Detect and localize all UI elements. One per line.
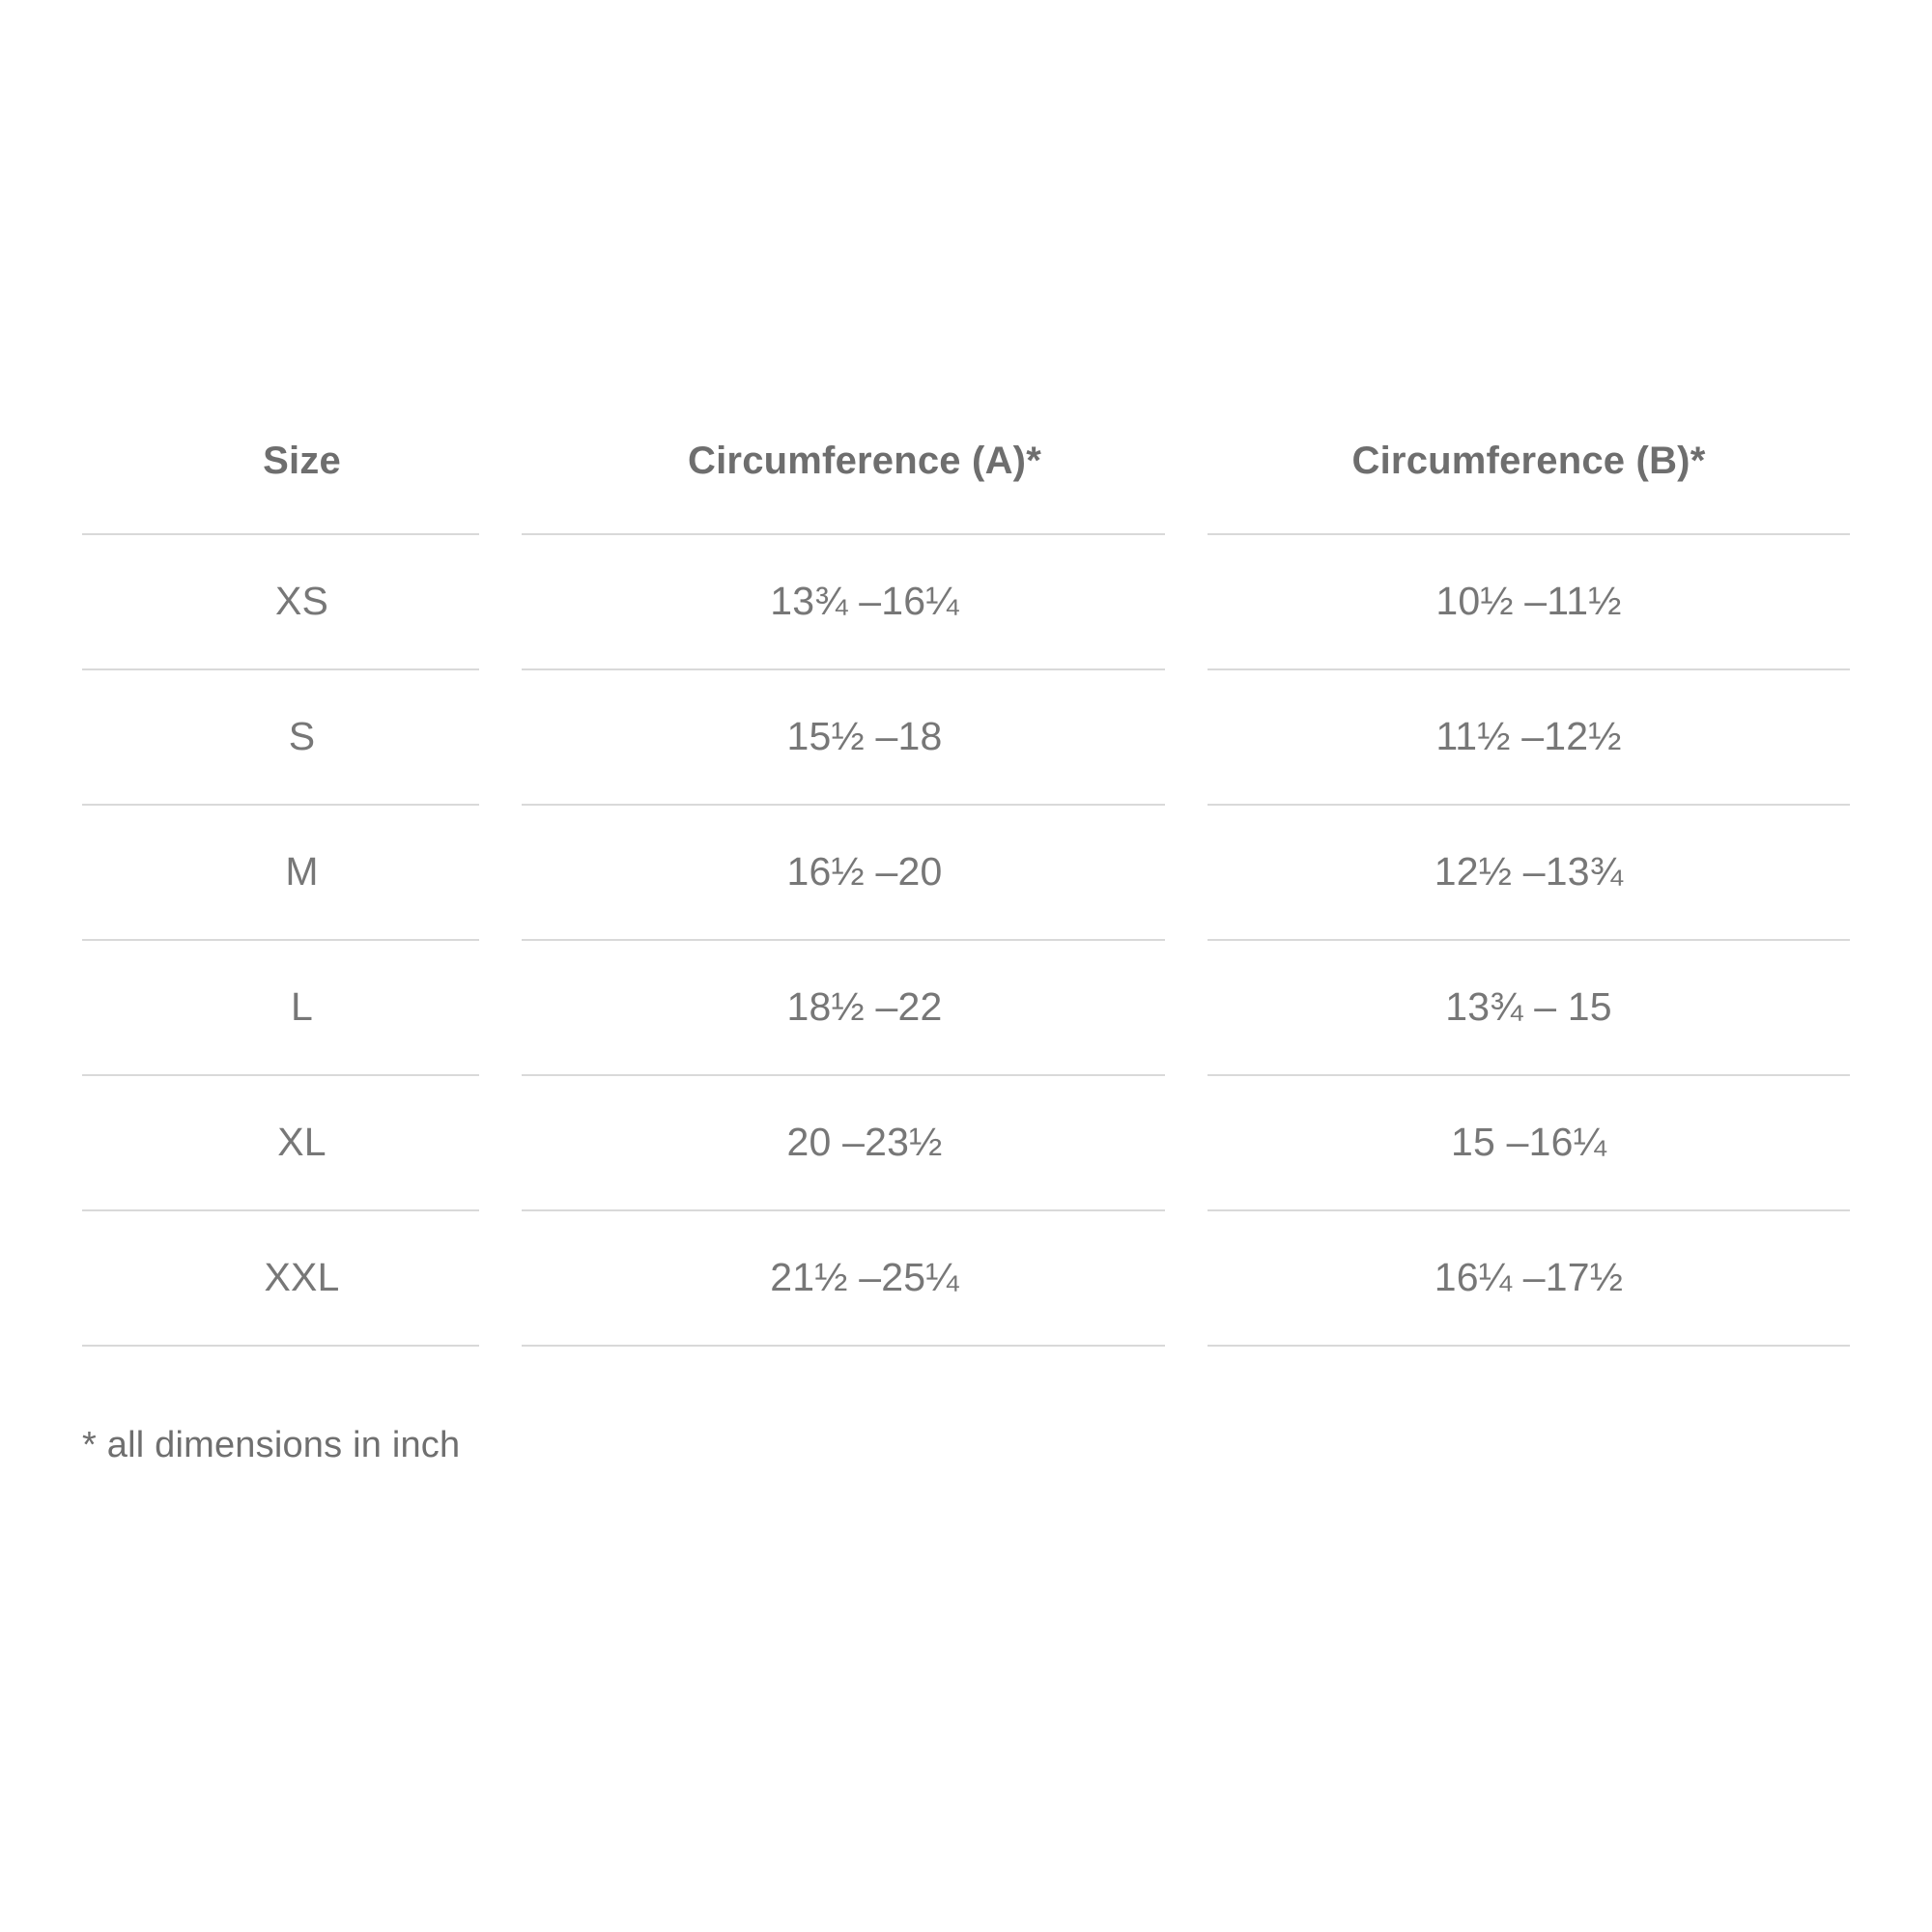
cell-circumference-a: 21½ –25¼ xyxy=(522,1209,1208,1345)
table-header-row xyxy=(82,440,1850,533)
table-header xyxy=(82,440,1850,533)
cell-circumference-b: 10½ –11½ xyxy=(1208,533,1850,668)
cell-circumference-a: 18½ –22 xyxy=(522,939,1208,1074)
table-row xyxy=(82,1209,1850,1345)
column-header-circumference-a: Circumference (A)* xyxy=(688,440,1041,482)
cell-size: L xyxy=(82,939,522,1074)
table-row xyxy=(82,533,1850,668)
cell-size: M xyxy=(82,804,522,939)
table-row xyxy=(82,804,1850,939)
cell-circumference-a: 13¾ –16¼ xyxy=(522,533,1208,668)
column-header-circumference-b: Circumference (B)* xyxy=(1351,440,1706,482)
cell-size: XL xyxy=(82,1074,522,1209)
cell-circumference-a: 16½ –20 xyxy=(522,804,1208,939)
size-chart-table-container xyxy=(82,440,1850,1345)
cell-size: XS xyxy=(82,533,522,668)
cell-circumference-b: 16¼ –17½ xyxy=(1208,1209,1850,1345)
column-header-size: Size xyxy=(263,440,341,482)
footnote: * all dimensions in inch xyxy=(82,1425,461,1465)
table-row xyxy=(82,939,1850,1074)
size-chart-table xyxy=(82,440,1850,1345)
cell-size: S xyxy=(82,668,522,804)
cell-circumference-b: 15 –16¼ xyxy=(1208,1074,1850,1209)
cell-circumference-a: 20 –23½ xyxy=(522,1074,1208,1209)
cell-circumference-a: 15½ –18 xyxy=(522,668,1208,804)
cell-circumference-b: 12½ –13¾ xyxy=(1208,804,1850,939)
table-row xyxy=(82,668,1850,804)
table-body xyxy=(82,533,1850,1345)
cell-size: XXL xyxy=(82,1209,522,1345)
cell-circumference-b: 11½ –12½ xyxy=(1208,668,1850,804)
cell-circumference-b: 13¾ – 15 xyxy=(1208,939,1850,1074)
table-row xyxy=(82,1074,1850,1209)
